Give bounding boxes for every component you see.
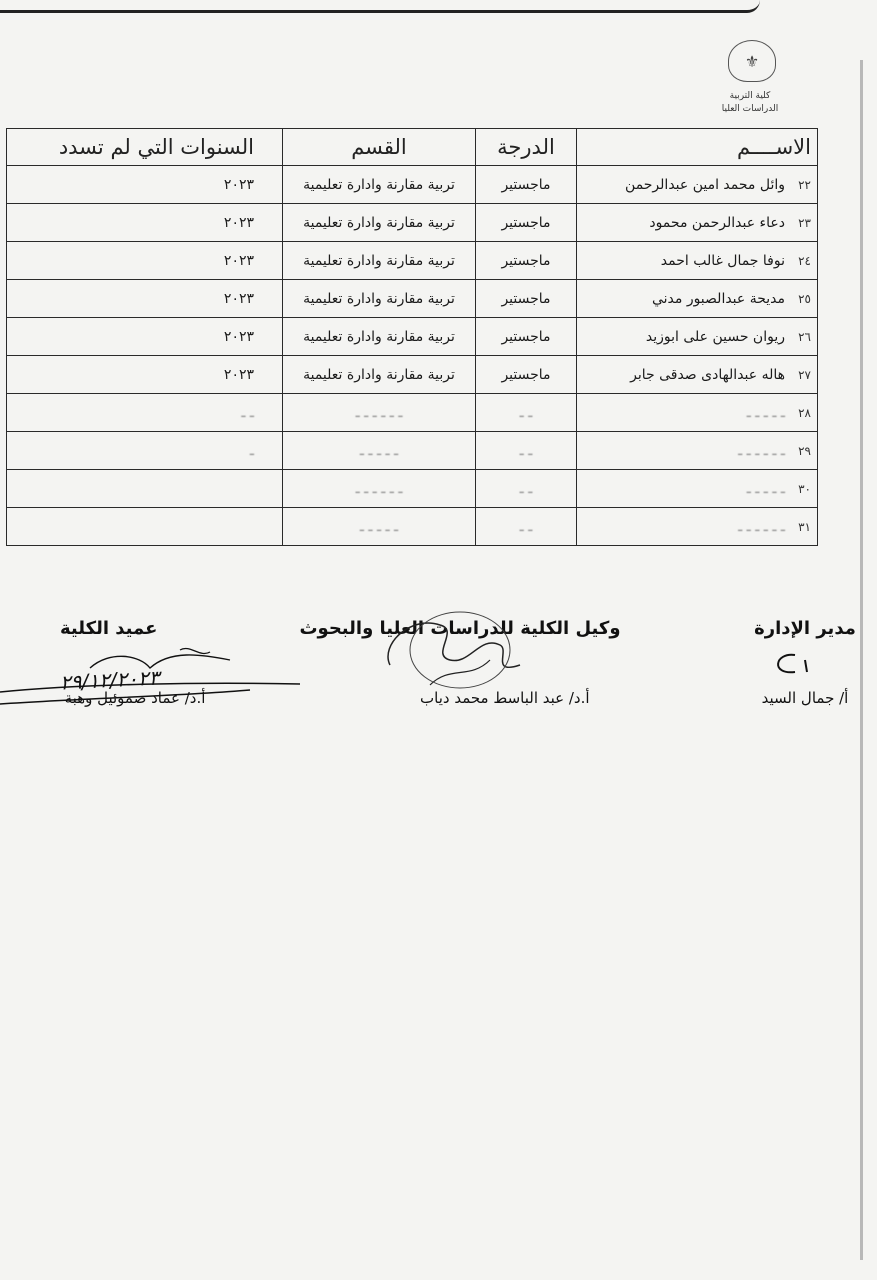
cell-name	[577, 470, 818, 508]
column-header-name: الاســــم	[577, 129, 818, 166]
student-name: نوفا جمال غالب احمد	[660, 252, 785, 269]
row-number: ٢٧	[798, 367, 811, 382]
cell-name	[577, 204, 818, 242]
vice-dean-name: أ.د/ عبد الباسط محمد دياب	[420, 689, 590, 707]
table-row-illegible	[7, 394, 818, 432]
row-number: ٢٩	[798, 443, 811, 458]
row-number: ٢٢	[798, 177, 811, 192]
cell-years	[7, 508, 283, 546]
cell-name	[577, 508, 818, 546]
cell-department	[283, 394, 476, 432]
cell-name	[577, 242, 818, 280]
cell-department: تربية مقارنة وادارة تعليمية	[283, 280, 476, 318]
student-name: دعاء عبدالرحمن محمود	[649, 214, 785, 231]
table-row	[7, 204, 818, 242]
smudged-text: ـ ـ ـ ـ ـ	[359, 442, 399, 459]
cell-degree	[476, 470, 577, 508]
document-header	[700, 90, 800, 116]
row-number: ٢٤	[798, 253, 811, 268]
manager-title: مدير الإدارة	[754, 618, 856, 639]
table-row	[7, 280, 818, 318]
cell-degree: ماجستير	[476, 166, 577, 204]
cell-years	[7, 394, 283, 432]
header-department: الدراسات العليا	[721, 104, 779, 114]
cell-years: ٢٠٢٣	[7, 280, 283, 318]
table-row-illegible	[7, 432, 818, 470]
smudged-text: ـ ـ ـ ـ ـ ـ	[738, 442, 785, 459]
faculty-logo-icon: ⚜	[728, 40, 776, 82]
cell-years: ٢٠٢٣	[7, 204, 283, 242]
cell-years: ٢٠٢٣	[7, 166, 283, 204]
cell-degree	[476, 432, 577, 470]
vice-dean-title: وكيل الكلية للدراسات العليا والبحوث	[299, 618, 621, 639]
cell-years	[7, 470, 283, 508]
cell-department: تربية مقارنة وادارة تعليمية	[283, 356, 476, 394]
vice-dean-signature-mark	[370, 605, 540, 695]
cell-department: تربية مقارنة وادارة تعليمية	[283, 166, 476, 204]
cell-degree	[476, 394, 577, 432]
cell-years: ٢٠٢٣	[7, 356, 283, 394]
smudged-text: ـ ـ ـ ـ ـ ـ	[355, 480, 403, 497]
cell-name	[577, 394, 818, 432]
cell-department: تربية مقارنة وادارة تعليمية	[283, 204, 476, 242]
student-name: مديحة عبدالصبور مدني	[651, 290, 785, 307]
cell-degree: ماجستير	[476, 242, 577, 280]
cell-degree: ماجستير	[476, 204, 577, 242]
cell-department: تربية مقارنة وادارة تعليمية	[283, 242, 476, 280]
smudged-text: ـ ـ ـ ـ ـ	[359, 518, 399, 535]
column-header-years: السنوات التي لم تسدد	[7, 129, 283, 166]
smudged-text: ـ ـ ـ ـ ـ ـ	[738, 518, 785, 535]
cell-department	[283, 470, 476, 508]
smudged-text: ـ ـ ـ ـ ـ	[746, 404, 785, 421]
cell-department	[283, 432, 476, 470]
dean-title: عميد الكلية	[60, 618, 158, 639]
smudged-text: ـ ـ	[519, 404, 533, 421]
table-row	[7, 242, 818, 280]
cell-name	[577, 318, 818, 356]
manager-name: أ/ جمال السيد	[761, 689, 849, 707]
cell-degree: ماجستير	[476, 356, 577, 394]
table-row	[7, 166, 818, 204]
row-number: ٢٣	[798, 215, 811, 230]
smudged-text: ـ	[249, 442, 254, 459]
cell-name	[577, 166, 818, 204]
student-name: ريوان حسين على ابوزيد	[645, 328, 785, 345]
cell-degree: ماجستير	[476, 318, 577, 356]
cell-degree: ماجستير	[476, 280, 577, 318]
cell-name	[577, 280, 818, 318]
cell-name	[577, 432, 818, 470]
cell-years: ٢٠٢٣	[7, 318, 283, 356]
cell-department: تربية مقارنة وادارة تعليمية	[283, 318, 476, 356]
cell-department	[283, 508, 476, 546]
dean-name: أ.د/ عماد صموئيل وهبة	[64, 689, 206, 707]
smudged-text: ـ ـ	[519, 480, 533, 497]
page-top-border	[0, 0, 760, 13]
student-name: وائل محمد امين عبدالرحمن	[625, 176, 785, 193]
table-row	[7, 356, 818, 394]
smudged-text: ـ ـ ـ ـ ـ ـ	[355, 404, 403, 421]
table-row-illegible	[7, 508, 818, 546]
student-name: هاله عبدالهادى صدقى جابر	[630, 366, 785, 383]
dean-handwritten-date: ٢٩/١٢/٢٠٢٣	[59, 665, 160, 695]
dean-signature-mark	[0, 640, 310, 710]
cell-degree	[476, 508, 577, 546]
row-number: ٢٦	[798, 329, 811, 344]
smudged-text: ـ ـ	[241, 404, 254, 421]
smudged-text: ـ ـ ـ ـ ـ	[746, 480, 785, 497]
cell-years	[7, 432, 283, 470]
header-faculty: كلية التربية	[729, 91, 771, 101]
cell-name	[577, 356, 818, 394]
table-row-illegible	[7, 470, 818, 508]
row-number: ٣٠	[798, 481, 811, 496]
students-table	[6, 128, 818, 546]
manager-signature-mark	[765, 650, 825, 680]
row-number: ٣١	[798, 519, 811, 534]
table-header-row	[7, 129, 818, 166]
smudged-text: ـ ـ	[519, 518, 533, 535]
column-header-degree: الدرجة	[476, 129, 577, 166]
row-number: ٢٨	[798, 405, 811, 420]
row-number: ٢٥	[798, 291, 811, 306]
table-row	[7, 318, 818, 356]
column-header-department: القسم	[283, 129, 476, 166]
smudged-text: ـ ـ	[519, 442, 533, 459]
cell-years: ٢٠٢٣	[7, 242, 283, 280]
